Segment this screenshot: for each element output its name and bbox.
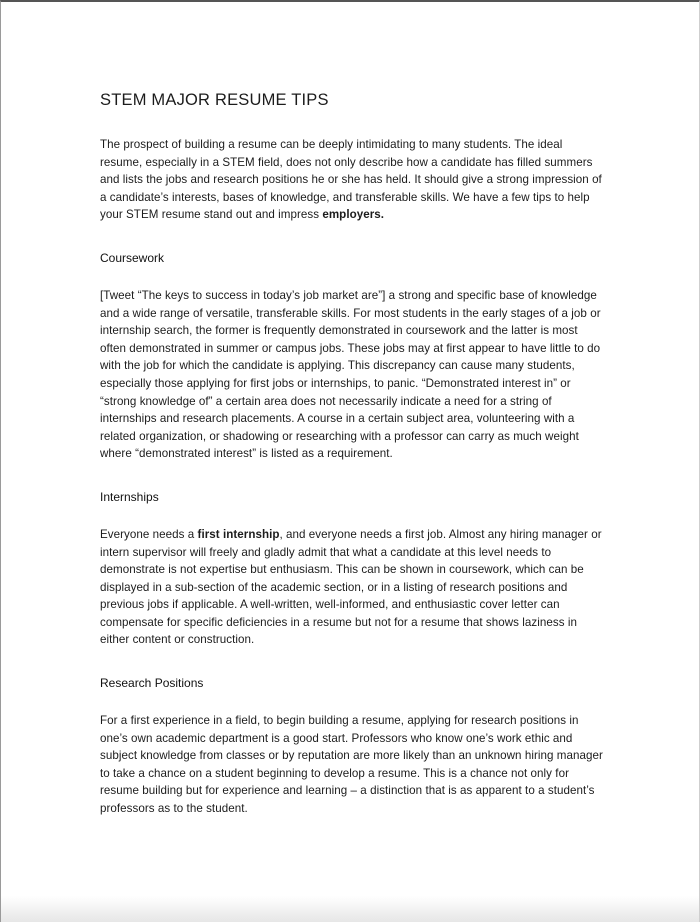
coursework-paragraph: [Tweet “The keys to success in today’s job market are”] a strong and specific base of knowledge and a wide range of versatile, transferable skills. For most students in the early stages of a job or internship search, the former is frequently demonstrated in coursework and the latter is most often demonstrated in summer or campus jobs. These jobs may at first appear to have little to do with the job for which the candidate is applying. This discrepancy can cause many students, especially those applying for first jobs or internships, to panic. “Demonstrated interest in” or “strong knowledge of” a certain area does not necessarily indicate a need for a string of internships and research placements. A course in a certain subject area, volunteering with a related organization, or shadowing or researching with a professor can carry as much weight where “demonstrated interest” is listed as a requirement. xyxy=(100,288,601,461)
intro-paragraph xyxy=(100,136,605,224)
internships-heading: Internships xyxy=(100,489,159,504)
intro-bold-text: employers. xyxy=(322,208,385,222)
internships-bold-text: first internship xyxy=(197,527,280,541)
research-paragraph: For a first experience in a field, to begin building a resume, applying for research positions in one’s own academic department is a good start. Professors who know one’s work ethic and subject knowledge from classes or by reputation are more likely than an unknown hiring manager to take a chance on a student beginning to develop a resume. This is a chance not only for resume building but for experience and learning – a distinction that is as apparent to a student’s professors as to the student. xyxy=(100,714,603,816)
internships-text-before: Everyone needs a xyxy=(100,527,198,541)
document-content xyxy=(100,90,605,844)
coursework-heading: Coursework xyxy=(100,250,165,265)
internships-text-after: , and everyone needs a first job. Almost any hiring manager or intern supervisor will freely and gladly admit that what a candidate at this level needs to demonstrate is not expertise but enthusiasm. This can be shown in coursework, which can be displayed in a sub-section of the academic section, or in a listing of research positions and previous jobs if applicable. A well-written, well-informed, and enthusiastic cover letter can compensate for specific deficiencies in a resume but not for a resume that shows laziness in either content or construction. xyxy=(100,527,602,647)
research-heading: Research Positions xyxy=(100,676,204,691)
page-title: STEM MAJOR RESUME TIPS xyxy=(100,91,329,109)
internships-paragraph xyxy=(100,526,605,649)
intro-text: The prospect of building a resume can be deeply intimidating to many students. The ideal resume, especially in a STEM field, does not only describe how a candidate has filled summers and lists the jobs and research positions he or she has held. It should give a strong impression of a candidate’s interests, bases of knowledge, and transferable skills. We have a few tips to help your STEM resume stand out and impress xyxy=(100,138,602,222)
scan-shadow xyxy=(1,896,699,922)
